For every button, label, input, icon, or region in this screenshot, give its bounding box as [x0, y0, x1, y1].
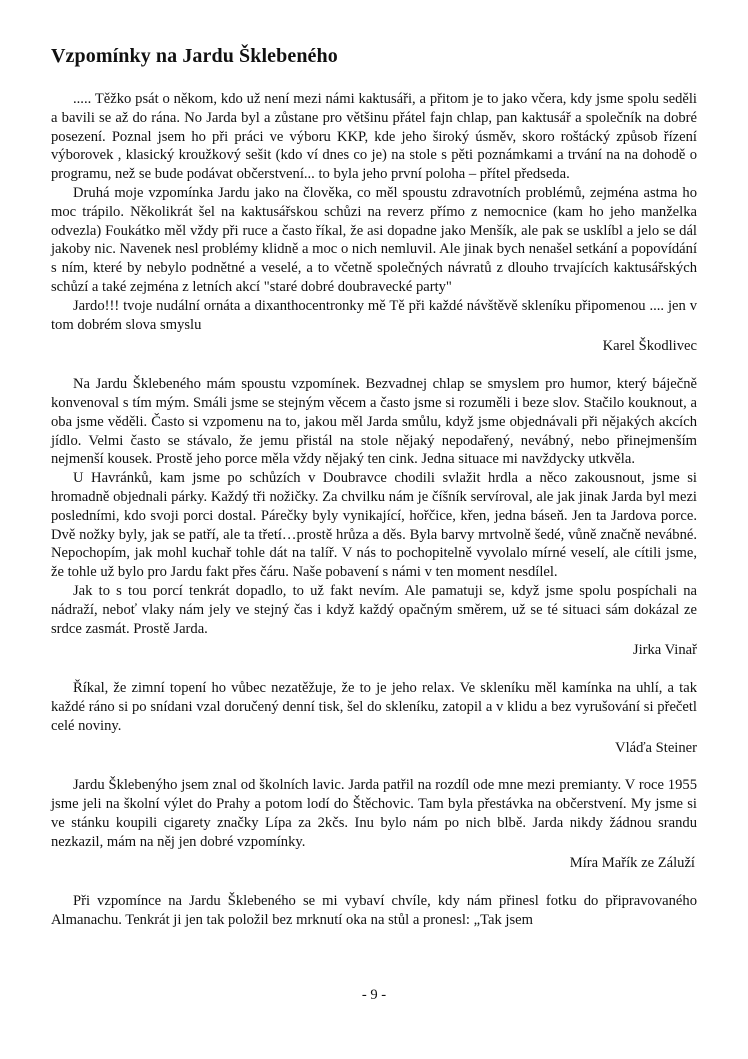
- paragraph: Při vzpomínce na Jardu Šklebeného se mi vybaví chvíle, kdy nám přinesl fotku do připravovaného Almanachu. Tenkrát ji jen tak položil bez mrknutí oka na stůl a pronesl: „Tak jsem: [51, 893, 697, 929]
- paragraph: U Havránků, kam jsme po schůzích v Doubravce chodili svlažit hrdla a něco zakousnout, jsme si hromadně objednali párky. Každý tři nožičky. Za chvilku nám je číšník servíroval, ale jak jinak Jarda byl mezi posledními, kdo svoji porci dostal. Párečky byly vynikající, hořčice, křen, jedna báseň. Jen ta Jardova porce. Dvě nožky byly, jak se patří, ale ta třetí…prostě hrůza a děs. Byla barvy mrtvolně šedé, vůně značně nevábné. Nepochopím, jak mohl kuchař tohle dát na talíř. V nás to pochopitelně vyvolalo mírné veselí, ale cítili jsme, že tohle už bylo pro Jardu fakt přes čáru. Naše pobavení s námi v ten moment nesdílel.: [51, 470, 697, 581]
- paragraph: Jardo!!! tvoje nudální ornáta a dixanthocentronky mě Tě při každé návštěvě skleníku připomenou .... jen v tom dobrém slova smyslu: [51, 297, 697, 333]
- signature-jirka: Jirka Vinař: [632, 642, 697, 659]
- memory-vlada: [51, 679, 697, 757]
- signature-mira: Míra Mařík ze Záluží: [569, 855, 695, 872]
- paragraph: Jardu Šklebenýho jsem znal od školních lavic. Jarda patřil na rozdíl ode mne mezi premianty. V roce 1955 jsme jeli na školní výlet do Prahy a potom lodí do Štěchovic. Tam byla přestávka na občerstvení. My jsme si ve stánku koupili cigarety značky Lípa za 2kčs. Inu bylo nám po nich blbě. Jarda nikdy žádnou srandu nezkazil, mám na něj jen dobré vzpomínky.: [51, 777, 697, 850]
- signature-vlada: Vláďa Steiner: [615, 739, 697, 756]
- memory-almanach: [51, 892, 697, 930]
- paragraph: ..... Těžko psát o někom, kdo už není mezi námi kaktusáři, a přitom je to jako včera, kdy jsme spolu seděli a bavili se až do rána. No Jarda byl a zůstane pro většinu přátel fajn chlap, pan kaktusář a společník na dobré posezení. Poznal jsem ho při práci ve výboru KKP, kde jeho široký úsměv, skoro roštácký způsob řízení výborovek , klasický kroužkový sešit (kdo ví dnes co je) na stole s pěti poznámkami a trvání na na dohodě o programu, než se bude podávat občerstvení... to byla jeho první poloha – přítel předseda.: [51, 91, 697, 183]
- document-page: [51, 44, 697, 930]
- memory-karel: [51, 90, 697, 356]
- paragraph: Jak to s tou porcí tenkrát dopadlo, to už fakt nevím. Ale pamatuji se, když jsme spolu pospíchali na nádraží, neboť vlaky nám jely ve stejný čas i když každý opačným směrem, už se té situaci sám dokázal ze srdce zasmát. Prostě Jarda.: [51, 582, 697, 637]
- memory-jirka: [51, 375, 697, 660]
- paragraph: Říkal, že zimní topení ho vůbec nezatěžuje, že to je jeho relax. Ve skleníku měl kamínka na uhlí, a tak každé ráno si po snídani vzal doručený denní tisk, šel do skleníku, zatopil a v klidu a bez vyrušování si přečetl celé noviny.: [51, 680, 697, 734]
- signature-karel: Karel Škodlivec: [602, 338, 697, 355]
- page-number: - 9 -: [361, 987, 387, 1003]
- paragraph: Na Jardu Šklebeného mám spoustu vzpomínek. Bezvadnej chlap se smyslem pro humor, který báječně konvenoval s tím mým. Smáli jsme se stejným věcem a často jsme si rozuměli i beze slov. Stačilo kouknout, a oba jsme věděli. Často si vzpomenu na to, jakou měl Jarda smůlu, když jsme objednávali při nějakých akcích jídlo. Velmi často se stávalo, že jemu přistál na stole nějaký nepodařený, nevábný, nebo přinejmenším nejmenší kousek. Prostě jeho porce měla vždy nějaký ten cink. Jedna situace mi navždycky utkvěla.: [51, 376, 697, 468]
- paragraph: Druhá moje vzpomínka Jardu jako na člověka, co měl spoustu zdravotních problémů, zejména astma ho moc trápilo. Několikrát šel na kaktusářskou schůzi na reverz přímo z nemocnice (kam ho jeho manželka odvezla) Foukátko měl vždy při ruce a často říkal, že asi dopadne jako Menšík, ale pak se usklíbl a jelo se dál jakoby nic. Navenek nesl problémy klidně a moc o nich nemluvil. Ale jinak bych nenašel setkání a popovídání s ním, které by nebylo podnětné a veselé, a to včetně společných návratů z dlouho trvajících kaktusářských schůzí a také zejména z letních akcí "staré dobré doubravecké party": [51, 184, 697, 295]
- memory-mira: [51, 776, 697, 873]
- article-title: Vzpomínky na Jardu Šklebeného: [51, 45, 338, 67]
